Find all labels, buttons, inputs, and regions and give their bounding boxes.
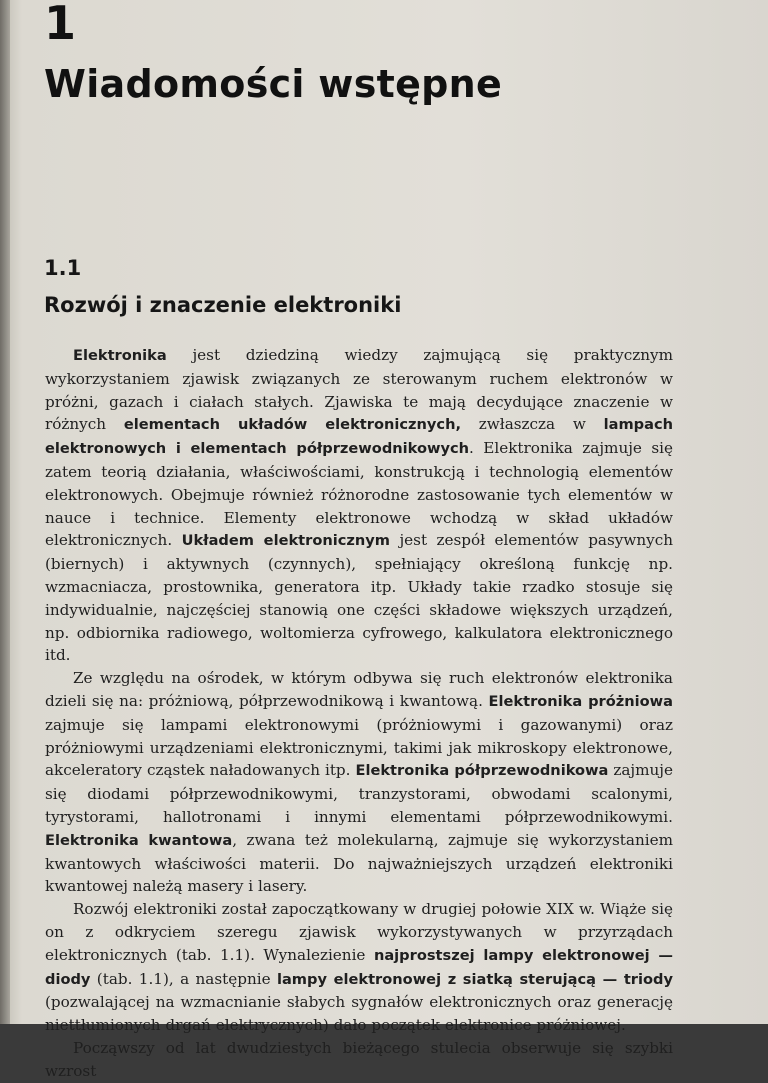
text-run: Ze względu na ośrodek, w którym odbywa się ruch elektronów elektronika dzieli się na: próżniową, półprzewodnikową i kwantową. xyxy=(45,669,673,710)
text-run: Począwszy od lat dwudziestych bieżącego stulecia obserwuje się szybki wzrost xyxy=(45,1038,673,1080)
text-run: Rozwój elektroniki został zapoczątkowany w drugiej połowie XIX w. Wiąże się on z odkryciem szeregu zjawisk wykorzystywanych w przyrządach elektronicznych (tab. 1.1). Wynalezienie xyxy=(45,900,673,964)
bold-term: lampach elektronowych i elementach półprzewodnikowych xyxy=(45,416,674,458)
bold-term: Elektronika kwantowa xyxy=(45,831,233,849)
bold-term: najprostszej lampy elektronowej — diody xyxy=(45,946,673,988)
text-run: zwłaszcza w xyxy=(461,415,604,434)
text-run: zajmuje się diodami półprzewodnikowymi, tranzystorami, obwodami scalonymi, tyrystorami, hallotronami i innymi elementami półprzewodnikowymi. xyxy=(45,761,673,826)
paragraph xyxy=(45,344,673,667)
text-run: (pozwalającej na wzmacnianie słabych sygnałów elektronicznych oraz generację niettłumionych drgań elektrycznych) dało początek elektronice próżniowej. xyxy=(45,993,673,1035)
book-spine-shadow xyxy=(0,0,10,1024)
chapter-number: 1 xyxy=(44,0,77,50)
text-run: jest dziedziną wiedzy zajmującą się praktycznym wykorzystaniem zjawisk związanych ze sterowanym ruchem elektronów w próżni, gazach i ciałach stałych. Zjawiska te mają decydujące znaczenie w różnych xyxy=(45,346,673,434)
text-run: jest zespół elementów pasywnych (biernych) i aktywnych (czynnych), spełniający określoną funkcję np. wzmacniacza, prostownika, generatora itp. Układy takie rzadko stosuje się indywidualnie, najczęściej stanowią one części składowe większych urządzeń, np. odbiornika radiowego, woltomierza cyfrowego, kalkulatora elektronicznego itd. xyxy=(45,531,673,665)
paragraph xyxy=(45,1037,673,1083)
text-run: (tab. 1.1), a następnie xyxy=(90,969,277,988)
chapter-heading xyxy=(44,0,502,108)
bold-term: Układem elektronicznym xyxy=(181,532,391,550)
bold-term: lampy elektronowej z siatką sterującą — triody xyxy=(276,970,673,988)
chapter-title: Wiadomości wstępne xyxy=(44,62,503,106)
section-title: Rozwój i znaczenie elektroniki xyxy=(44,293,402,317)
text-run: zajmuje się lampami elektronowymi (próżniowymi i gazowanymi) oraz próżniowymi urządzeniami elektronicznymi, takimi jak mikroskopy elektronowe, akceleratory cząstek naładowanych itp. xyxy=(45,715,673,780)
text-run: . Elektronika zajmuje się zatem teorią działania, właściwościami, konstrukcją i technologią elementów elektronowych. Obejmuje również różnorodne zastosowanie tych elementów w nauce i technice. Elementy elektronowe wchodzą w skład układów elektronicznych. xyxy=(45,439,673,550)
body-text xyxy=(45,344,673,1083)
paragraph xyxy=(45,898,673,1037)
text-run: , zwana też molekularną, zajmuje się wykorzystaniem kwantowych właściwości materii. Do najważniejszych urządzeń elektroniki kwantowej należą masery i lasery. xyxy=(45,830,673,896)
bold-term: Elektronika xyxy=(73,347,167,364)
paragraph xyxy=(45,667,673,898)
section-number: 1.1 xyxy=(44,256,82,280)
bold-term: elementach układów elektronicznych, xyxy=(123,416,462,434)
bold-term: Elektronika półprzewodnikowa xyxy=(355,762,609,780)
bold-term: Elektronika próżniowa xyxy=(488,692,673,710)
